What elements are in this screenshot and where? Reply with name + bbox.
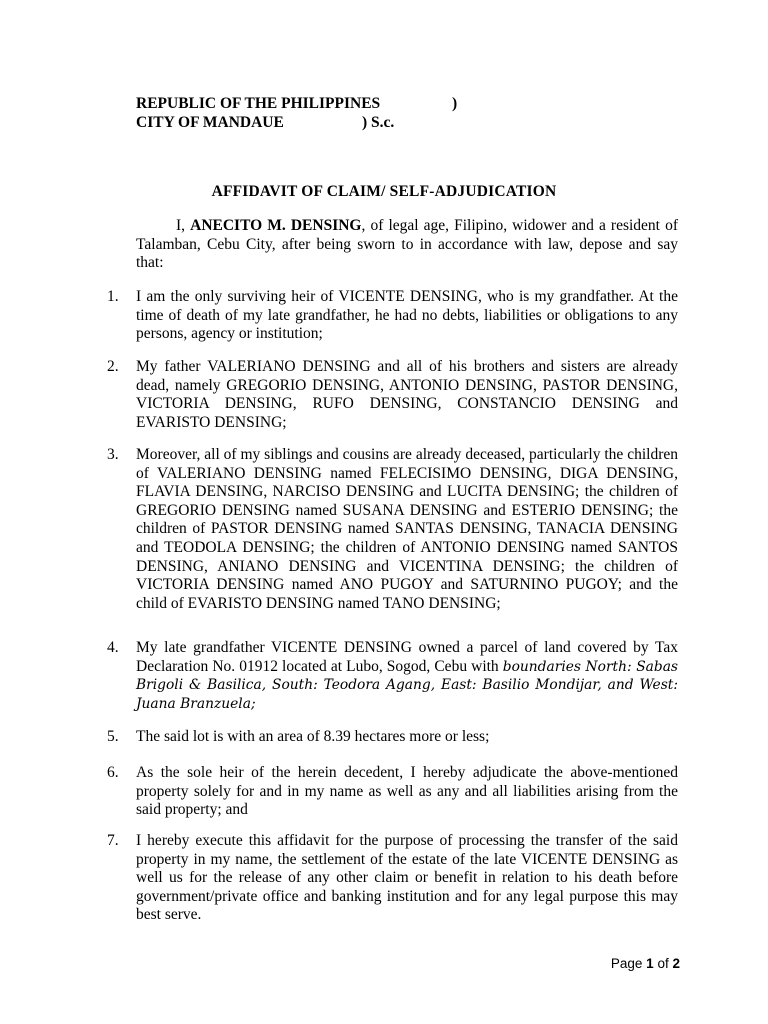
document-title: AFFIDAVIT OF CLAIM/ SELF-ADJUDICATION [211, 183, 557, 200]
list-item [107, 728, 678, 747]
item-text [136, 639, 678, 713]
list-item [107, 358, 678, 432]
list-item [107, 639, 678, 713]
item-number: 7. [107, 832, 119, 849]
page-word: Page [610, 956, 643, 971]
intro-paragraph [136, 217, 678, 273]
item-number: 5. [107, 728, 119, 745]
intro-rest: , of legal age, Filipino, widower and a resident of Talamban, Cebu City, after being sworn to in accordance with law, depose and say that: [136, 217, 678, 272]
item-text: I hereby execute this affidavit for the purpose of processing the transfer of the said property in my name, the settlement of the estate of the late VICENTE DENSING as well us for the release of any other claim or benefit in relation to his death before government/private office and banking institution and for any legal purpose this may best serve. [136, 832, 678, 924]
page-footer [611, 956, 680, 971]
header-line-city [136, 113, 395, 132]
document-header [136, 94, 458, 132]
list-item [107, 288, 678, 344]
header-paren: ) [452, 95, 458, 112]
item-text-main: My late grandfather VICENTE DENSING owned a parcel of land covered by Tax Declaration No. 01912 located at Lubo, Sogod, Cebu with [136, 639, 678, 675]
list-item [107, 446, 678, 613]
item-number: 4. [107, 639, 119, 656]
item-text: I am the only surviving heir of VICENTE DENSING, who is my grandfather. At the time of death of my late grandfather, he had no debts, liabilities or obligations to any persons, agency or institution; [136, 288, 678, 343]
item-number: 3. [107, 446, 119, 463]
list-item [107, 764, 678, 820]
item-text: As the sole heir of the herein decedent, I hereby adjudicate the above-mentioned property solely for and in my name as well as any and all liabilities arising from the said property; and [136, 764, 678, 819]
item-number: 2. [107, 358, 119, 375]
header-country: REPUBLIC OF THE PHILIPPINES [136, 95, 381, 112]
item-text: The said lot is with an area of 8.39 hectares more or less; [136, 728, 490, 745]
intro-prefix: I, [176, 217, 191, 234]
item-number: 6. [107, 764, 119, 781]
item-text: Moreover, all of my siblings and cousins are already deceased, particularly the children of VALERIANO DENSING named FELECISIMO DENSING, DIGA DENSING, FLAVIA DENSING, NARCISO DENSING and LUCITA DENSING; the children of GREGORIO DENSING named SUSANA DENSING and ESTERIO DENSING; the children of PASTOR DENSING named SANTAS DENSING, TANACIA DENSING and TEODOLA DENSING; the children of ANTONIO DENSING named SANTOS DENSING, ANIANO DENSING and VICENTINA DENSING; the children of VICTORIA DENSING named ANO PUGOY and SATURNINO PUGOY; and the child of EVARISTO DENSING named TANO DENSING; [136, 446, 678, 612]
item-number: 1. [107, 288, 119, 305]
page-total: 2 [672, 956, 680, 971]
page-current: 1 [646, 956, 654, 971]
affiant-name: ANECITO M. DENSING [190, 217, 362, 234]
header-line-country [136, 94, 458, 113]
of-word: of [657, 956, 669, 971]
header-city: CITY OF MANDAUE [136, 114, 284, 131]
list-item [107, 832, 678, 925]
item-text: My father VALERIANO DENSING and all of his brothers and sisters are already dead, namely GREGORIO DENSING, ANTONIO DENSING, PASTOR DENSING, VICTORIA DENSING, RUFO DENSING, CONSTANCIO DENSING and EVARISTO DENSING; [136, 358, 678, 431]
header-sc: ) S.c. [362, 114, 395, 131]
boundaries-text: boundaries North: Sabas Brigoli & Basilica, South: Teodora Agang, East: Basilio Mondijar, and West: Juana Branzuela; [136, 658, 679, 712]
